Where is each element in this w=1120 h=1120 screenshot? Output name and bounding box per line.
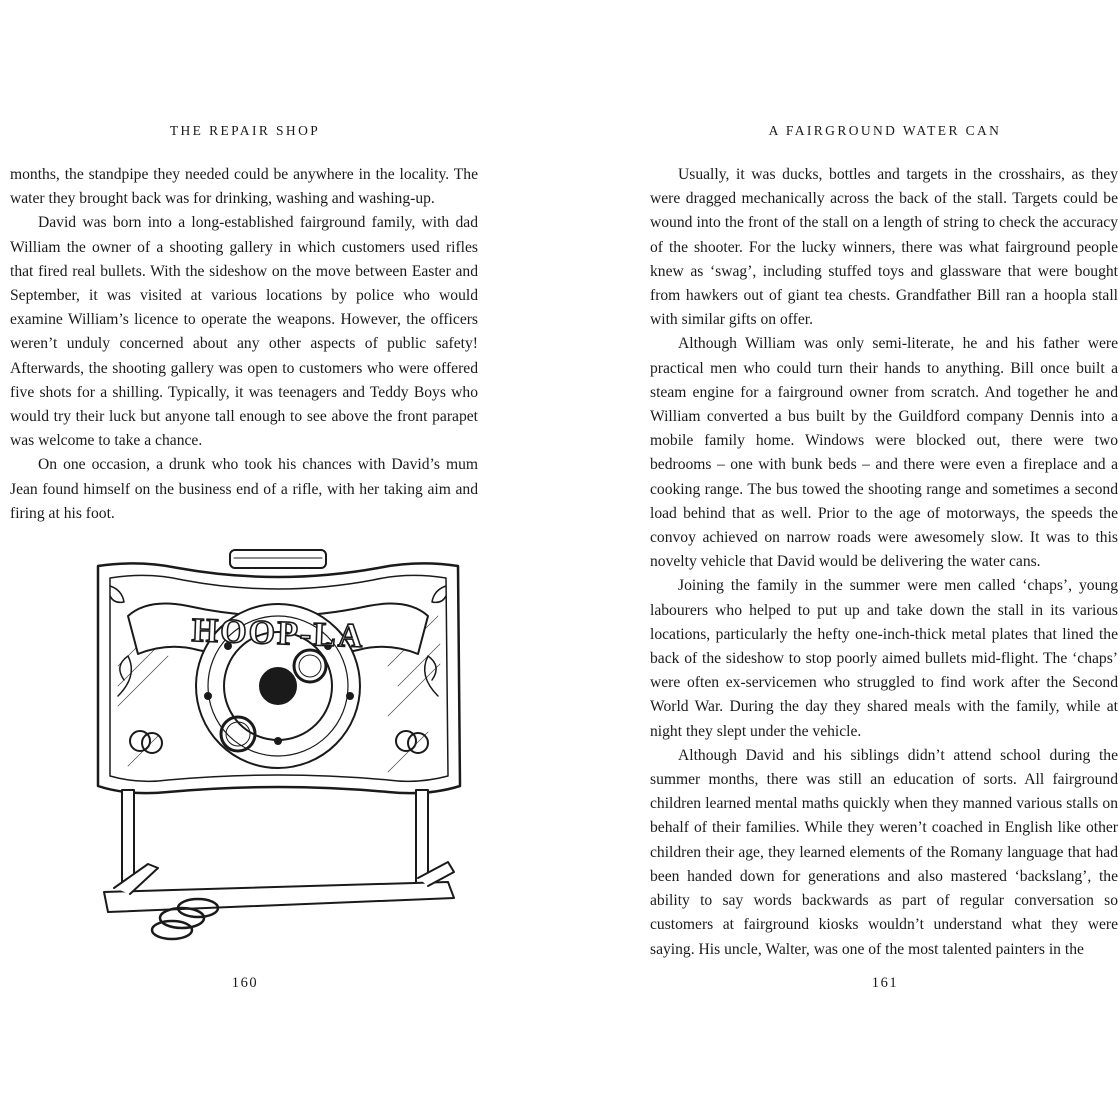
hoopla-sign-drawing	[88, 546, 468, 946]
body-text	[650, 163, 1118, 962]
right-page	[560, 0, 1120, 1120]
paragraph: Joining the family in the summer were men called ‘chaps’, young labourers who helped to put up and take down the stall in its various locations, particularly the hefty one-inch-thick metal plates that lined the back of the sideshow to stop poorly aimed bullets mid-flight. The ‘chaps’ were often ex-servicemen who struggled to find work after the Second World War. During the day they shared meals with the family, while at night they slept under the vehicle.	[650, 577, 1118, 740]
paragraph: On one occasion, a drunk who took his chances with David’s mum Jean found himself on the business end of a rifle, with her taking aim and firing at his foot.	[10, 456, 478, 522]
paragraph: Although David and his siblings didn’t attend school during the summer months, there was still an education of sorts. All fairground children learned mental maths quickly when they manned various stalls on behalf of their families. While they weren’t coached in English like other children their age, they learned elements of the Romany language that had been handed down for generations and also mastered ‘backslang’, the ability to say words backwards as part of regular conversation so customers at fairground kiosks wouldn’t understand what they were saying. His uncle, Walter, was one of the most talented painters in the	[650, 746, 1118, 958]
paragraph: David was born into a long-established fairground family, with dad William the owner of a shooting gallery in which customers used rifles that fired real bullets. With the sideshow on the move between Easter and September, it was visited at various locations by police who would examine William’s licence to operate the weapons. However, the officers weren’t unduly concerned about any other aspects of public safety! Afterwards, the shooting gallery was open to customers who were offered five shots for a shilling. Typically, it was teenagers and Teddy Boys who would try their luck but anyone tall enough to see above the front parapet was welcome to take a chance.	[10, 214, 478, 450]
hoopla-sign-text: HOOP-LA	[191, 611, 366, 656]
paragraph: Usually, it was ducks, bottles and targets in the crosshairs, as they were dragged mechanically across the back of the stall. Targets could be wound into the front of the stall on a length of string to check the accuracy of the shooter. For the lucky winners, there was what fairground people knew as ‘swag’, including stuffed toys and glassware that were bought from hawkers out of giant tea chests. Grandfather Bill ran a hoopla stall with similar gifts on offer.	[650, 166, 1118, 329]
paragraph: Although William was only semi-literate, he and his father were practical men who could turn their hands to anything. Bill once built a steam engine for a fairground owner from scratch. And together he and William converted a bus built by the Guildford company Dennis into a mobile family home. Windows were blocked out, there were two bedrooms – one with bunk beds – and there were even a fireplace and a cooking range. The bus towed the shooting range and sometimes a second load behind that as well. Prior to the age of motorways, the speeds the convoy achieved on narrow roads were awesomely slow. It was to this novelty vehicle that David would be delivering the water cans.	[650, 335, 1118, 571]
hoopla-stall-illustration	[88, 546, 468, 946]
body-text	[10, 163, 478, 526]
paragraph: months, the standpipe they needed could be anywhere in the locality. The water they brought back was for drinking, washing and washing-up.	[10, 166, 478, 208]
page-number: 161	[871, 975, 899, 991]
running-head: A FAIRGROUND WATER CAN	[768, 123, 1002, 138]
page-number: 160	[231, 975, 259, 991]
running-head: THE REPAIR SHOP	[169, 123, 321, 138]
